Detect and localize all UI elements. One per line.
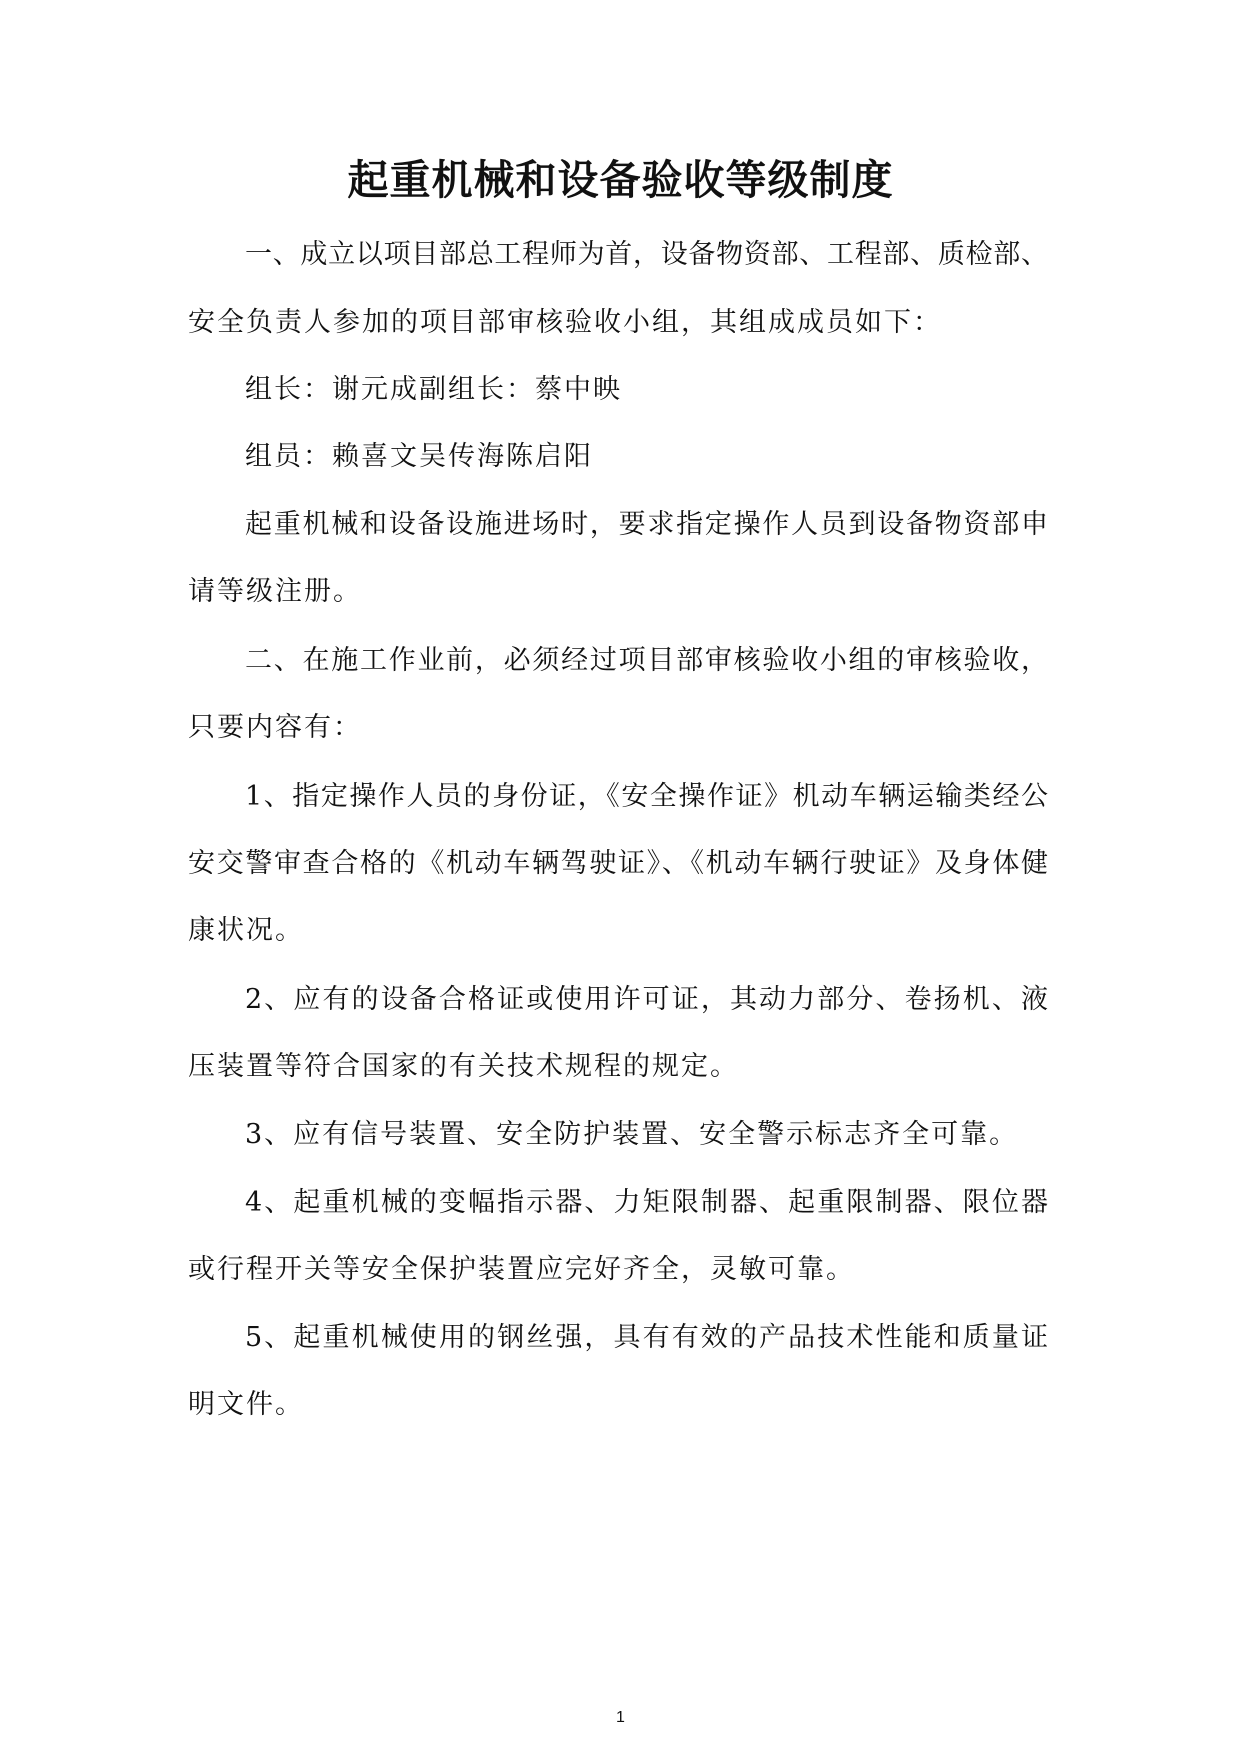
paragraph-2-line-2: 请等级注册。 — [188, 576, 362, 607]
item-2-line-2: 压装置等符合国家的有关技术规程的规定。 — [188, 1051, 739, 1082]
item-5-line-2: 明文件。 — [188, 1389, 304, 1420]
paragraph-2-line-1: 起重机械和设备设施进场时，要求指定操作人员到设备物资部申 — [245, 509, 1048, 540]
document-title: 起重机械和设备验收等级制度 — [347, 156, 894, 204]
item-4-line-1: 4、起重机械的变幅指示器、力矩限制器、起重限制器、限位器 — [245, 1187, 1048, 1218]
paragraph-3-line-2: 只要内容有： — [188, 712, 362, 743]
item-5-line-1: 5、起重机械使用的钢丝强，具有有效的产品技术性能和质量证 — [245, 1322, 1048, 1353]
item-1-line-3: 康状况。 — [188, 915, 304, 946]
item-3-line-1: 3、应有信号装置、安全防护装置、安全警示标志齐全可靠。 — [245, 1119, 1019, 1150]
item-1-line-1: 1、指定操作人员的身份证，《安全操作证》机动车辆运输类经公 — [245, 781, 1048, 812]
item-2-line-1: 2、应有的设备合格证或使用许可证，其动力部分、卷扬机、液 — [245, 984, 1048, 1015]
paragraph-3-line-1: 二、在施工作业前，必须经过项目部审核验收小组的审核验收， — [245, 645, 1048, 676]
item-1-line-2: 安交警审查合格的《机动车辆驾驶证》、《机动车辆行驶证》及身体健 — [188, 848, 1048, 879]
group-members-line: 组员：赖喜文吴传海陈启阳 — [245, 441, 593, 472]
paragraph-1-line-1: 一、成立以项目部总工程师为首，设备物资部、工程部、质检部、 — [245, 239, 1048, 270]
item-4-line-2: 或行程开关等安全保护装置应完好齐全，灵敏可靠。 — [188, 1254, 855, 1285]
page-number: 1 — [616, 1709, 625, 1726]
paragraph-1-line-2: 安全负责人参加的项目部审核验收小组，其组成成员如下： — [188, 307, 942, 338]
group-leader-line: 组长：谢元成副组长：蔡中映 — [245, 374, 622, 405]
